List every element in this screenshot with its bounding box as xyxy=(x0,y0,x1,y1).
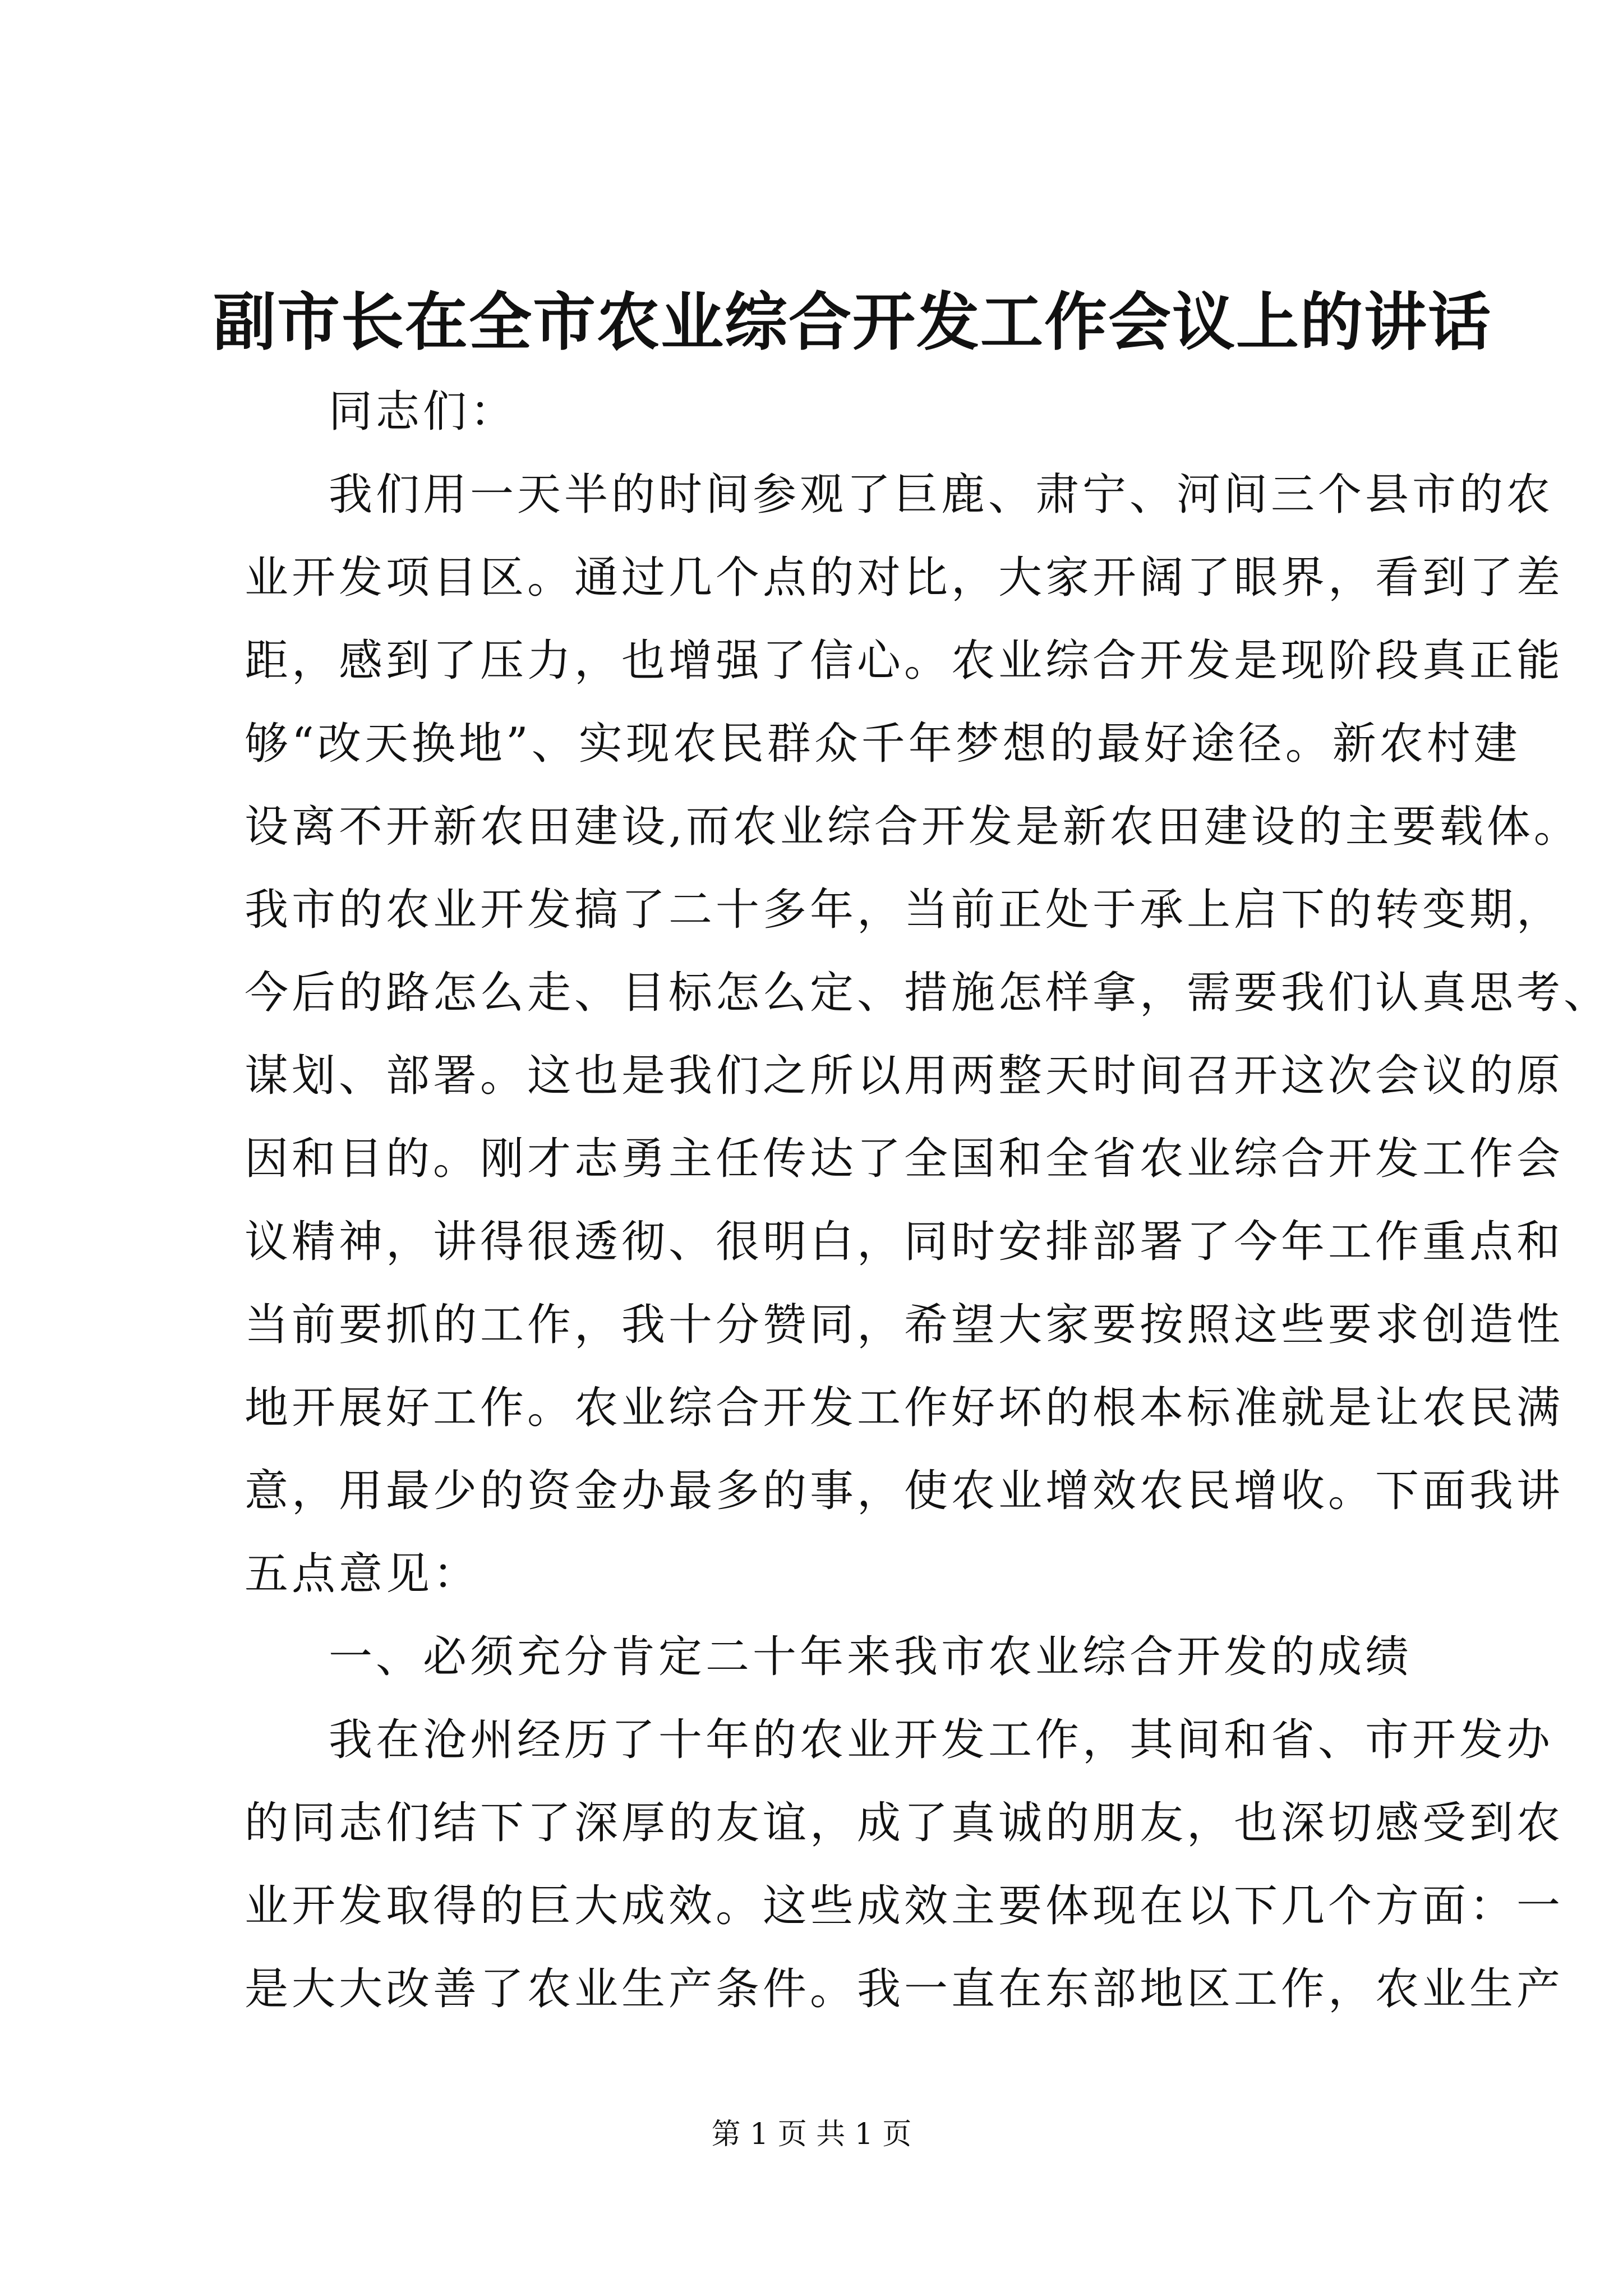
body-line: 我在沧州经历了十年的农业开发工作，其间和省、市开发办 xyxy=(329,1715,1554,1765)
body-line: 设离不开新农田建设,而农业综合开发是新农田建设的主要载体。 xyxy=(245,802,1581,852)
body-line: 意，用最少的资金办最多的事，使农业增效农民增收。下面我讲 xyxy=(245,1466,1564,1516)
section-heading: 一、必须充分肯定二十年来我市农业综合开发的成绩 xyxy=(329,1632,1413,1682)
body-line: 因和目的。刚才志勇主任传达了全国和全省农业综合开发工作会 xyxy=(245,1134,1564,1184)
body-line: 五点意见： xyxy=(245,1549,481,1599)
body-line: 业开发取得的巨大成效。这些成效主要体现在以下几个方面：一 xyxy=(245,1881,1564,1931)
body-line: 今后的路怎么走、目标怎么定、措施怎样拿，需要我们认真思考、 xyxy=(245,968,1611,1018)
body-line: 我市的农业开发搞了二十多年，当前正处于承上启下的转变期， xyxy=(245,885,1564,935)
body-line: 谋划、部署。这也是我们之所以用两整天时间召开这次会议的原 xyxy=(245,1051,1564,1101)
body-line: 议精神，讲得很透彻、很明白，同时安排部署了今年工作重点和 xyxy=(245,1217,1564,1267)
body-line: 的同志们结下了深厚的友谊，成了真诚的朋友，也深切感受到农 xyxy=(245,1798,1564,1848)
body-line: 我们用一天半的时间参观了巨鹿、肃宁、河间三个县市的农 xyxy=(329,470,1554,520)
document-body xyxy=(245,370,1611,2031)
body-line: 够“改天换地”、实现农民群众千年梦想的最好途径。新农村建 xyxy=(245,719,1521,769)
document-title: 副市长在全市农业综合开发工作会议上的讲话 xyxy=(213,286,1492,359)
body-line: 当前要抓的工作，我十分赞同，希望大家要按照这些要求创造性 xyxy=(245,1300,1564,1350)
body-line: 地开展好工作。农业综合开发工作好坏的根本标准就是让农民满 xyxy=(245,1383,1564,1433)
body-line: 业开发项目区。通过几个点的对比，大家开阔了眼界，看到了差 xyxy=(245,553,1564,603)
page-footer: 第 1 页 共 1 页 xyxy=(711,2118,912,2151)
salutation-line: 同志们： xyxy=(329,386,518,437)
body-line: 是大大改善了农业生产条件。我一直在东部地区工作，农业生产 xyxy=(245,1964,1564,2014)
body-line: 距，感到了压力，也增强了信心。农业综合开发是现阶段真正能 xyxy=(245,636,1564,686)
